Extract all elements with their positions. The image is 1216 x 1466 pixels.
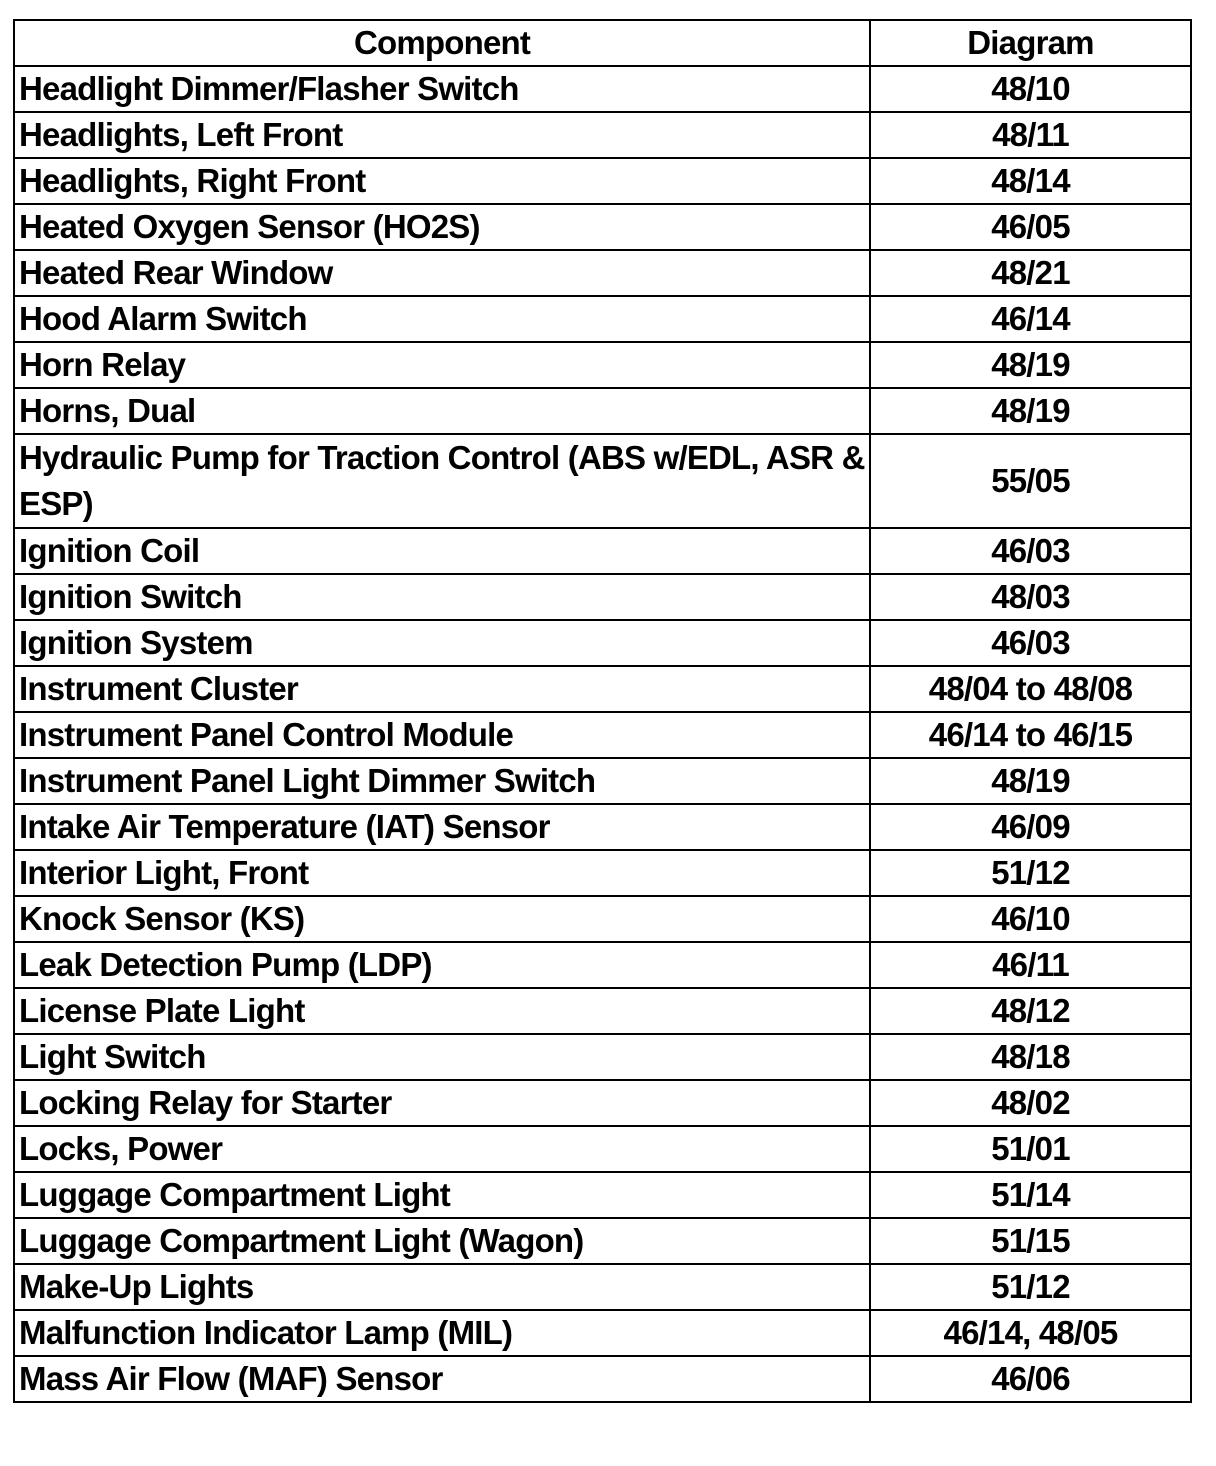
- table-row: [14, 66, 1191, 112]
- table-row: [14, 112, 1191, 158]
- component-cell: Malfunction Indicator Lamp (MIL): [14, 1310, 870, 1356]
- table-row: [14, 1356, 1191, 1402]
- component-cell: Horn Relay: [14, 342, 870, 388]
- table-row: [14, 434, 1191, 528]
- diagram-cell: 46/10: [870, 896, 1191, 942]
- component-cell: Heated Oxygen Sensor (HO2S): [14, 204, 870, 250]
- table-row: [14, 296, 1191, 342]
- component-cell: Make-Up Lights: [14, 1264, 870, 1310]
- table-body: [14, 66, 1191, 1402]
- table-row: [14, 158, 1191, 204]
- diagram-cell: 46/06: [870, 1356, 1191, 1402]
- component-cell: Headlights, Right Front: [14, 158, 870, 204]
- diagram-cell: 48/18: [870, 1034, 1191, 1080]
- component-cell: Horns, Dual: [14, 388, 870, 434]
- diagram-cell: 46/14: [870, 296, 1191, 342]
- component-cell: Locking Relay for Starter: [14, 1080, 870, 1126]
- table-row: [14, 988, 1191, 1034]
- table-row: [14, 574, 1191, 620]
- table-row: [14, 342, 1191, 388]
- table-row: [14, 1126, 1191, 1172]
- table-row: [14, 388, 1191, 434]
- table-row: [14, 1310, 1191, 1356]
- diagram-column-header: Diagram: [870, 20, 1191, 66]
- component-cell: Light Switch: [14, 1034, 870, 1080]
- component-cell: Hood Alarm Switch: [14, 296, 870, 342]
- diagram-cell: 48/19: [870, 758, 1191, 804]
- component-cell: Instrument Panel Light Dimmer Switch: [14, 758, 870, 804]
- component-cell: Ignition System: [14, 620, 870, 666]
- component-cell: Locks, Power: [14, 1126, 870, 1172]
- component-cell: Ignition Coil: [14, 528, 870, 574]
- table-row: [14, 896, 1191, 942]
- diagram-cell: 48/02: [870, 1080, 1191, 1126]
- diagram-cell: 46/03: [870, 528, 1191, 574]
- component-diagram-table: [13, 19, 1192, 1403]
- diagram-cell: 48/12: [870, 988, 1191, 1034]
- diagram-cell: 48/11: [870, 112, 1191, 158]
- diagram-cell: 46/05: [870, 204, 1191, 250]
- component-cell: Instrument Cluster: [14, 666, 870, 712]
- table-row: [14, 528, 1191, 574]
- component-cell: Luggage Compartment Light: [14, 1172, 870, 1218]
- table-row: [14, 1172, 1191, 1218]
- table-row: [14, 850, 1191, 896]
- diagram-cell: 51/12: [870, 1264, 1191, 1310]
- table-row: [14, 1218, 1191, 1264]
- component-cell: Interior Light, Front: [14, 850, 870, 896]
- diagram-cell: 48/04 to 48/08: [870, 666, 1191, 712]
- component-cell: Hydraulic Pump for Traction Control (ABS w/EDL, ASR & ESP): [14, 434, 870, 528]
- diagram-cell: 51/15: [870, 1218, 1191, 1264]
- table-header-row: [14, 20, 1191, 66]
- table-row: [14, 1080, 1191, 1126]
- component-cell: Knock Sensor (KS): [14, 896, 870, 942]
- component-cell: Ignition Switch: [14, 574, 870, 620]
- diagram-cell: 48/19: [870, 342, 1191, 388]
- diagram-cell: 46/14, 48/05: [870, 1310, 1191, 1356]
- diagram-cell: 51/12: [870, 850, 1191, 896]
- table-row: [14, 804, 1191, 850]
- diagram-cell: 51/01: [870, 1126, 1191, 1172]
- component-cell: Leak Detection Pump (LDP): [14, 942, 870, 988]
- component-cell: Mass Air Flow (MAF) Sensor: [14, 1356, 870, 1402]
- component-cell: Headlight Dimmer/Flasher Switch: [14, 66, 870, 112]
- component-cell: Intake Air Temperature (IAT) Sensor: [14, 804, 870, 850]
- component-cell: Headlights, Left Front: [14, 112, 870, 158]
- diagram-cell: 55/05: [870, 434, 1191, 528]
- table-row: [14, 1264, 1191, 1310]
- diagram-cell: 51/14: [870, 1172, 1191, 1218]
- component-cell: License Plate Light: [14, 988, 870, 1034]
- table-row: [14, 620, 1191, 666]
- component-column-header: Component: [14, 20, 870, 66]
- component-cell: Luggage Compartment Light (Wagon): [14, 1218, 870, 1264]
- diagram-cell: 48/21: [870, 250, 1191, 296]
- component-cell: Heated Rear Window: [14, 250, 870, 296]
- table-row: [14, 204, 1191, 250]
- diagram-cell: 48/19: [870, 388, 1191, 434]
- diagram-cell: 46/09: [870, 804, 1191, 850]
- diagram-cell: 46/11: [870, 942, 1191, 988]
- table-row: [14, 666, 1191, 712]
- diagram-cell: 46/03: [870, 620, 1191, 666]
- table-row: [14, 942, 1191, 988]
- table-row: [14, 758, 1191, 804]
- diagram-cell: 48/14: [870, 158, 1191, 204]
- diagram-cell: 48/10: [870, 66, 1191, 112]
- table-row: [14, 250, 1191, 296]
- table-row: [14, 1034, 1191, 1080]
- component-cell: Instrument Panel Control Module: [14, 712, 870, 758]
- diagram-cell: 48/03: [870, 574, 1191, 620]
- table-row: [14, 712, 1191, 758]
- diagram-cell: 46/14 to 46/15: [870, 712, 1191, 758]
